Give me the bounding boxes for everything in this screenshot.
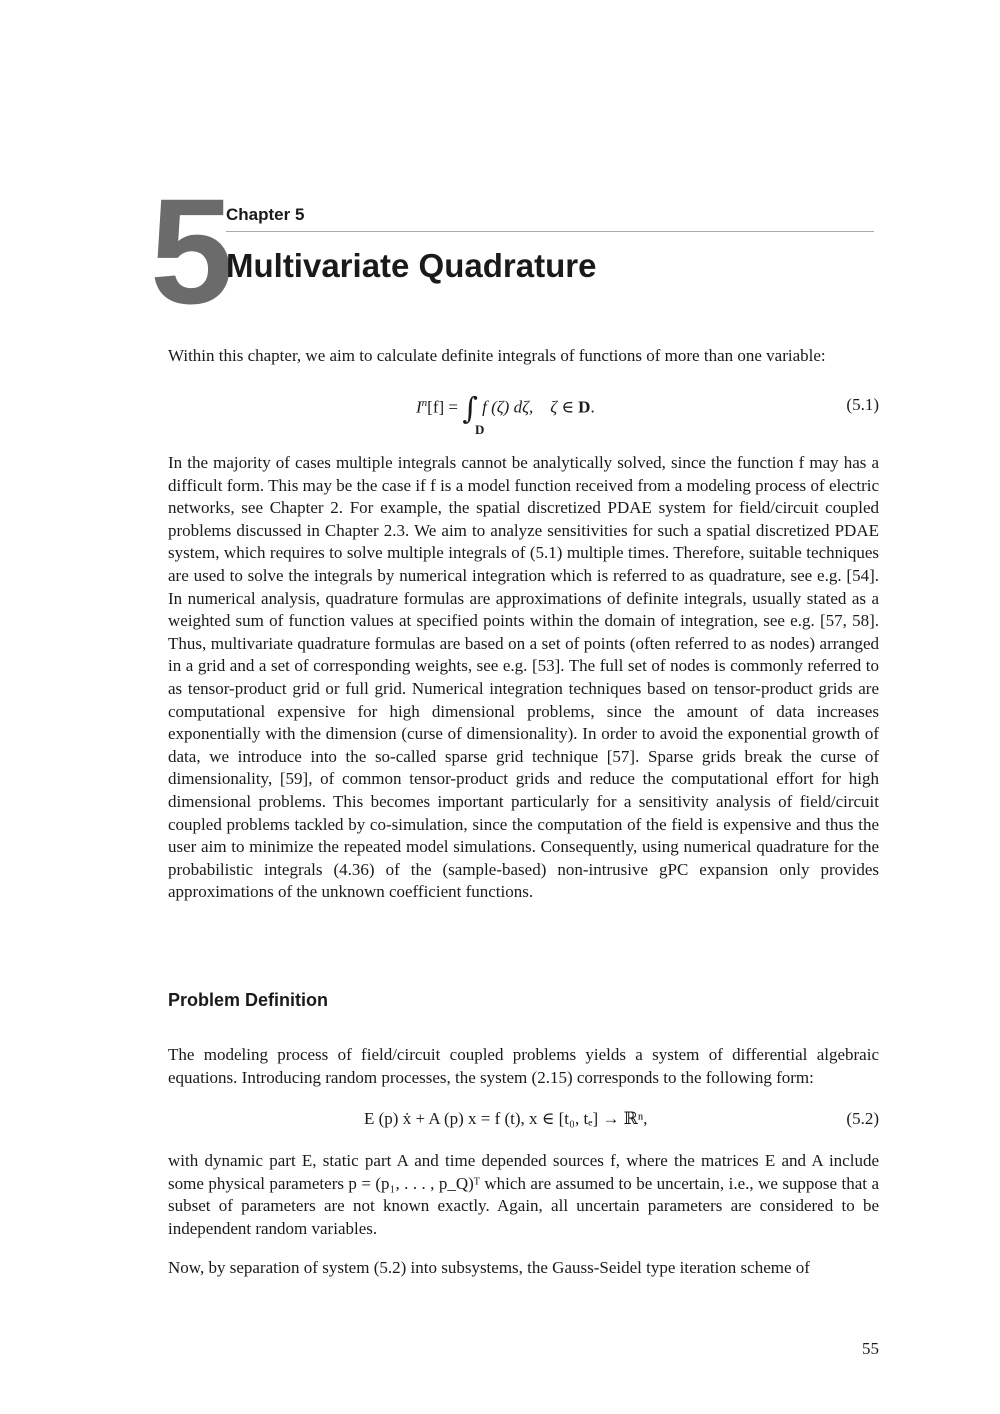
equation-5-2: E (p) ẋ + A (p) x = f (t), x ∈ [t₀, tₑ] → ℝⁿ,	[364, 1109, 648, 1128]
integral-sign: ∫	[462, 391, 478, 427]
equation-number-5-2: (5.2)	[846, 1109, 879, 1128]
eq1-mid: [f] =	[427, 397, 463, 417]
eq1-body: f (ζ) dζ,	[482, 397, 534, 417]
chapter-title: Multivariate Quadrature	[226, 247, 597, 284]
eq1-domain-set: D	[578, 397, 591, 417]
section-heading: Problem Definition	[168, 990, 329, 1010]
body-paragraph-2: The modeling process of field/circuit coupled problems yields a system of differential algebraic equations. Introducing random processes, the system (2.15) corresponds to the following form:	[168, 1045, 879, 1087]
body-paragraph-3: with dynamic part E, static part A and time depended sources f, where the matrices E and A include some physical parameters p = (p₁, . . . , p_Q)ᵀ which are assumed to be uncertain, i.e., we suppose that a subset of parameters are not known exactly. Again, all uncertain parameters are considered to be independent random variables.	[168, 1151, 879, 1238]
chapter-number: 5	[150, 167, 230, 335]
equation-5-1	[416, 392, 595, 425]
eq1-domain-var: ζ ∈	[550, 397, 579, 417]
eq1-end: .	[590, 397, 595, 417]
page-number: 55	[862, 1339, 879, 1358]
eq1-lhs: I	[416, 397, 422, 417]
equation-number-5-1: (5.1)	[846, 395, 879, 414]
chapter-rule	[226, 231, 874, 232]
intro-paragraph: Within this chapter, we aim to calculate definite integrals of functions of more than one variable:	[168, 346, 826, 365]
chapter-label: Chapter 5	[226, 205, 305, 224]
eq1-subscript: D	[475, 422, 485, 437]
body-paragraph-4: Now, by separation of system (5.2) into subsystems, the Gauss-Seidel type iteration scheme of	[168, 1258, 810, 1277]
eq1-sup: n	[421, 397, 428, 409]
body-paragraph-1: In the majority of cases multiple integrals cannot be analytically solved, since the function f may has a difficult form. This may be the case if f is a model function received from a modeling process of electric networks, see Chapter 2. For example, the spatial discretized PDAE system for field/circuit coupled problems discussed in Chapter 2.3. We aim to analyze sensitivities for such a spatial discretized PDAE system, which requires to solve multiple integrals of (5.1) multiple times. Therefore, suitable techniques are used to solve the integrals by numerical integration which is referred to as quadrature, see e.g. [54]. In numerical analysis, quadrature formulas are approximations of definite integrals, usually stated as a weighted sum of function values at specified points within the domain of integration, see e.g. [57, 58]. Thus, multivariate quadrature formulas are based on a set of points (often referred to as nodes) arranged in a grid and a set of corresponding weights, see e.g. [53]. The full set of nodes is commonly referred to as tensor-product grid or full grid. Numerical integration techniques based on tensor-product grids are computational expensive for high dimensional problems, since the amount of data increases exponentially with the dimension (curse of dimensionality). In order to avoid the exponential growth of data, we introduce into the so-called sparse grid technique [57]. Sparse grids break the curse of dimensionality, [59], of common tensor-product grids and reduce the computational effort for high dimensional problems. This becomes important particularly for a sensitivity analysis of field/circuit coupled problems tackled by co-simulation, since the computation of the field is expensive and thus the user aim to minimize the repeated model simulations. Consequently, using numerical quadrature for the probabilistic integrals (4.36) of the (sample-based) non-intrusive gPC expansion only provides approximations of the unknown coefficient functions.	[168, 453, 879, 902]
